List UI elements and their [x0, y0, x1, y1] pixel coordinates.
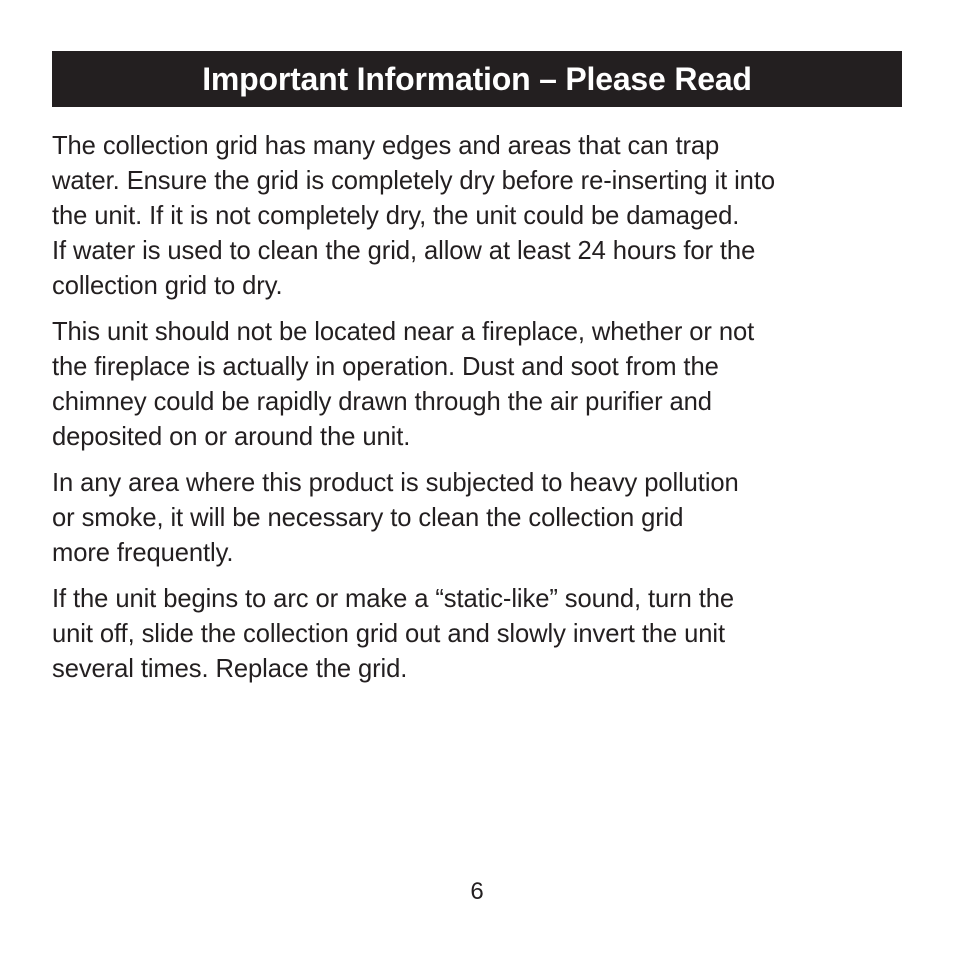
text-line: the unit. If it is not completely dry, the unit could be damaged.	[52, 202, 740, 230]
page-number: 6	[470, 878, 484, 905]
paragraph-fireplace-warning	[52, 315, 902, 455]
text-line: the fireplace is actually in operation. Dust and soot from the	[52, 353, 719, 381]
text-line: unit off, slide the collection grid out and slowly invert the unit	[52, 620, 725, 648]
section-header	[52, 51, 902, 107]
paragraph-arcing-sound	[52, 582, 902, 687]
text-line: In any area where this product is subjected to heavy pollution	[52, 469, 739, 497]
text-line: collection grid to dry.	[52, 272, 283, 300]
text-line: deposited on or around the unit.	[52, 423, 411, 451]
paragraph-heavy-pollution	[52, 466, 902, 571]
text-line: more frequently.	[52, 539, 234, 567]
text-line: chimney could be rapidly drawn through the air purifier and	[52, 388, 712, 416]
text-line: or smoke, it will be necessary to clean the collection grid	[52, 504, 684, 532]
text-line: water. Ensure the grid is completely dry before re-inserting it into	[52, 167, 775, 195]
text-line: several times. Replace the grid.	[52, 655, 408, 683]
text-line: If the unit begins to arc or make a “static-like” sound, turn the	[52, 585, 735, 613]
text-line: This unit should not be located near a fireplace, whether or not	[52, 318, 755, 346]
text-line: The collection grid has many edges and areas that can trap	[52, 132, 720, 160]
body-text	[52, 129, 902, 698]
text-line: If water is used to clean the grid, allow at least 24 hours for the	[52, 237, 756, 265]
paragraph-grid-drying	[52, 129, 902, 304]
section-title: Important Information – Please Read	[202, 61, 752, 97]
